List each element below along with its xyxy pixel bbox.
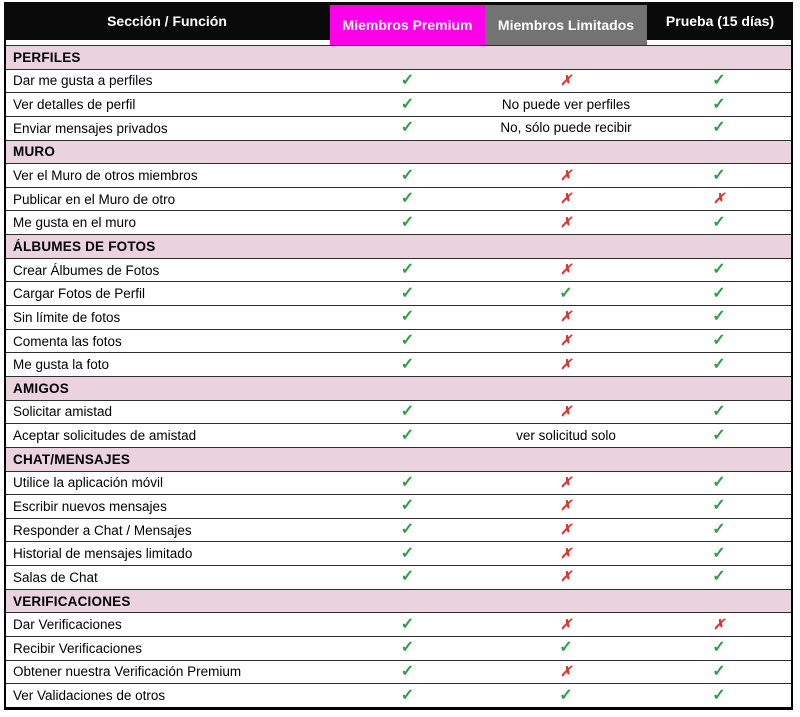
cell-limited [485, 308, 647, 326]
table-body [6, 45, 791, 707]
cross-icon: ✗ [560, 402, 572, 419]
check-icon: ✓ [400, 166, 415, 184]
feature-label: Salas de Chat [13, 569, 98, 585]
cross-icon: ✗ [560, 662, 572, 679]
cell-premium [330, 474, 485, 492]
check-icon: ✓ [712, 166, 726, 184]
check-icon: ✓ [712, 213, 726, 231]
check-icon: ✓ [712, 473, 726, 491]
cell-trial [647, 96, 791, 114]
section-header-row [6, 589, 791, 613]
col-header-section-function: Sección / Función [107, 13, 227, 29]
cell-trial [647, 403, 791, 421]
cell-trial [647, 497, 791, 515]
cell-premium [330, 545, 485, 563]
feature-row [6, 400, 791, 424]
check-icon: ✓ [400, 119, 415, 137]
check-icon: ✓ [712, 426, 726, 444]
check-icon: ✓ [559, 284, 573, 302]
cell-trial [647, 332, 791, 350]
cell-premium [330, 427, 485, 445]
cell-limited [485, 167, 647, 185]
cell-limited [485, 356, 647, 374]
cell-trial [647, 427, 791, 445]
cell-premium [330, 190, 485, 208]
feature-row [6, 329, 791, 353]
feature-label: Ver Validaciones de otros [13, 688, 166, 704]
feature-row [6, 210, 791, 234]
cross-icon: ✗ [713, 615, 725, 632]
section-title: MURO [13, 144, 56, 160]
cross-icon: ✗ [560, 308, 572, 325]
cell-trial [647, 639, 791, 657]
check-icon: ✓ [559, 686, 573, 704]
check-icon: ✓ [712, 544, 726, 562]
cell-limited [485, 616, 647, 634]
feature-label: Utilice la aplicación móvil [13, 475, 164, 491]
section-title: AMIGOS [13, 380, 69, 396]
cell-trial [647, 261, 791, 279]
feature-label: Publicar en el Muro de otro [13, 191, 176, 207]
check-icon: ✓ [400, 521, 415, 539]
feature-row [6, 163, 791, 187]
cell-trial [647, 119, 791, 137]
check-icon: ✓ [712, 686, 726, 704]
cell-premium [330, 356, 485, 374]
cell-limited [485, 545, 647, 563]
cell-trial [647, 687, 791, 705]
feature-row [6, 258, 791, 282]
feature-label: Historial de mensajes limitado [13, 546, 193, 562]
feature-row [6, 565, 791, 589]
check-icon: ✓ [712, 355, 726, 373]
feature-label: Dar me gusta a perfiles [13, 73, 153, 89]
cross-icon: ✗ [560, 355, 572, 372]
feature-label: Recibir Verificaciones [13, 640, 143, 656]
cell-premium [330, 72, 485, 90]
table-body-wrap [4, 40, 793, 710]
check-icon: ✓ [400, 261, 415, 279]
section-title: PERFILES [13, 49, 81, 65]
check-icon: ✓ [400, 95, 415, 113]
cell-trial [647, 190, 791, 208]
check-icon: ✓ [400, 402, 415, 420]
check-icon: ✓ [400, 662, 415, 680]
section-header-row [6, 234, 791, 258]
cross-icon: ✗ [560, 261, 572, 278]
check-icon: ✓ [400, 544, 415, 562]
feature-row [6, 69, 791, 93]
check-icon: ✓ [712, 402, 726, 420]
feature-row [6, 423, 791, 447]
section-header-row [6, 447, 791, 471]
check-icon: ✓ [400, 497, 415, 515]
cell-limited [485, 427, 647, 445]
cell-premium [330, 639, 485, 657]
feature-label: Dar Verificaciones [13, 617, 122, 633]
cell-limited [485, 190, 647, 208]
cell-limited [485, 332, 647, 350]
check-icon: ✓ [712, 568, 726, 586]
check-icon: ✓ [400, 71, 415, 89]
cell-premium [330, 96, 485, 114]
cell-premium [330, 568, 485, 586]
cell-limited [485, 261, 647, 279]
feature-row [6, 636, 791, 660]
feature-label: Escribir nuevos mensajes [13, 498, 167, 514]
check-icon: ✓ [400, 686, 415, 704]
cross-icon: ✗ [560, 473, 572, 490]
cell-trial [647, 568, 791, 586]
feature-row [6, 281, 791, 305]
feature-label: Crear Álbumes de Fotos [13, 262, 160, 278]
col-header-miembros-limitados: Miembros Limitados [485, 5, 647, 45]
cross-icon: ✗ [560, 521, 572, 538]
cross-icon: ✗ [713, 190, 725, 207]
feature-label: Responder a Chat / Mensajes [13, 522, 192, 538]
feature-label: Ver detalles de perfil [13, 97, 136, 113]
cell-limited [485, 521, 647, 539]
feature-row [6, 660, 791, 684]
cell-trial [647, 616, 791, 634]
feature-label: Ver el Muro de otros miembros [13, 168, 198, 184]
feature-label: Me gusta en el muro [13, 215, 137, 231]
feature-row [6, 518, 791, 542]
cell-premium [330, 687, 485, 705]
cell-limited [485, 568, 647, 586]
cell-trial [647, 214, 791, 232]
feature-row [6, 612, 791, 636]
cell-premium [330, 308, 485, 326]
cell-limited [485, 72, 647, 90]
col-header-prueba: Prueba (15 días) [665, 13, 775, 29]
check-icon: ✓ [400, 426, 415, 444]
feature-row [6, 92, 791, 116]
cross-icon: ✗ [560, 190, 572, 207]
check-icon: ✓ [400, 308, 415, 326]
feature-row [6, 305, 791, 329]
cell-limited [485, 403, 647, 421]
feature-label: Comenta las fotos [13, 333, 122, 349]
feature-row [6, 471, 791, 495]
note-text: No, sólo puede recibir [500, 120, 632, 136]
section-header-row [6, 45, 791, 69]
check-icon: ✓ [400, 639, 415, 657]
check-icon: ✓ [712, 284, 726, 302]
cross-icon: ✗ [560, 166, 572, 183]
cell-trial [647, 356, 791, 374]
check-icon: ✓ [712, 521, 726, 539]
check-icon: ✓ [712, 71, 726, 89]
cell-limited [485, 687, 647, 705]
check-icon: ✓ [712, 261, 726, 279]
check-icon: ✓ [400, 213, 415, 231]
check-icon: ✓ [400, 473, 415, 491]
check-icon: ✓ [400, 355, 415, 373]
cell-trial [647, 545, 791, 563]
note-text: No puede ver perfiles [501, 96, 631, 112]
cell-trial [647, 521, 791, 539]
check-icon: ✓ [400, 190, 415, 208]
section-header-row [6, 140, 791, 164]
cell-premium [330, 332, 485, 350]
cell-premium [330, 497, 485, 515]
cell-premium [330, 521, 485, 539]
cross-icon: ✗ [560, 568, 572, 585]
feature-label: Me gusta la foto [13, 357, 110, 373]
feature-row [6, 541, 791, 565]
section-title: VERIFICACIONES [13, 593, 131, 609]
feature-label: Sin límite de fotos [13, 309, 121, 325]
section-header-row [6, 376, 791, 400]
cell-premium [330, 616, 485, 634]
cross-icon: ✗ [560, 544, 572, 561]
feature-row [6, 494, 791, 518]
feature-row [6, 187, 791, 211]
feature-label: Aceptar solicitudes de amistad [13, 428, 197, 444]
cross-icon: ✗ [560, 615, 572, 632]
check-icon: ✓ [712, 662, 726, 680]
check-icon: ✓ [559, 639, 573, 657]
cell-trial [647, 474, 791, 492]
note-text: ver solicitud solo [516, 427, 616, 443]
cell-trial [647, 72, 791, 90]
cell-trial [647, 308, 791, 326]
check-icon: ✓ [400, 332, 415, 349]
cell-limited [485, 474, 647, 492]
section-title: ÁLBUMES DE FOTOS [13, 238, 156, 254]
feature-label: Cargar Fotos de Perfil [13, 286, 146, 302]
cell-premium [330, 285, 485, 303]
table-header-row [4, 2, 793, 40]
feature-row [6, 116, 791, 140]
cell-premium [330, 119, 485, 137]
feature-row [6, 683, 791, 707]
cross-icon: ✗ [560, 71, 572, 88]
check-icon: ✓ [400, 284, 415, 302]
section-title: CHAT/MENSAJES [13, 451, 131, 467]
cell-premium [330, 167, 485, 185]
feature-row [6, 352, 791, 376]
check-icon: ✓ [400, 615, 415, 633]
cell-limited [485, 119, 647, 137]
check-icon: ✓ [712, 308, 726, 326]
cross-icon: ✗ [560, 497, 572, 514]
comparison-table [4, 2, 793, 710]
cell-trial [647, 663, 791, 681]
cell-trial [647, 285, 791, 303]
cell-limited [485, 639, 647, 657]
cell-limited [485, 96, 647, 114]
check-icon: ✓ [712, 332, 726, 349]
check-icon: ✓ [712, 639, 726, 657]
check-icon: ✓ [712, 95, 726, 113]
check-icon: ✓ [712, 119, 726, 137]
cell-limited [485, 285, 647, 303]
cell-trial [647, 167, 791, 185]
cross-icon: ✗ [560, 332, 572, 348]
cross-icon: ✗ [560, 213, 572, 230]
check-icon: ✓ [400, 568, 415, 586]
col-header-miembros-premium: Miembros Premium [330, 5, 485, 45]
cell-limited [485, 497, 647, 515]
cell-premium [330, 261, 485, 279]
feature-label: Solicitar amistad [13, 404, 113, 420]
feature-label: Obtener nuestra Verificación Premium [13, 664, 242, 680]
cell-limited [485, 663, 647, 681]
feature-label: Enviar mensajes privados [13, 120, 168, 136]
cell-premium [330, 214, 485, 232]
check-icon: ✓ [712, 497, 726, 515]
cell-premium [330, 663, 485, 681]
cell-premium [330, 403, 485, 421]
cell-limited [485, 214, 647, 232]
